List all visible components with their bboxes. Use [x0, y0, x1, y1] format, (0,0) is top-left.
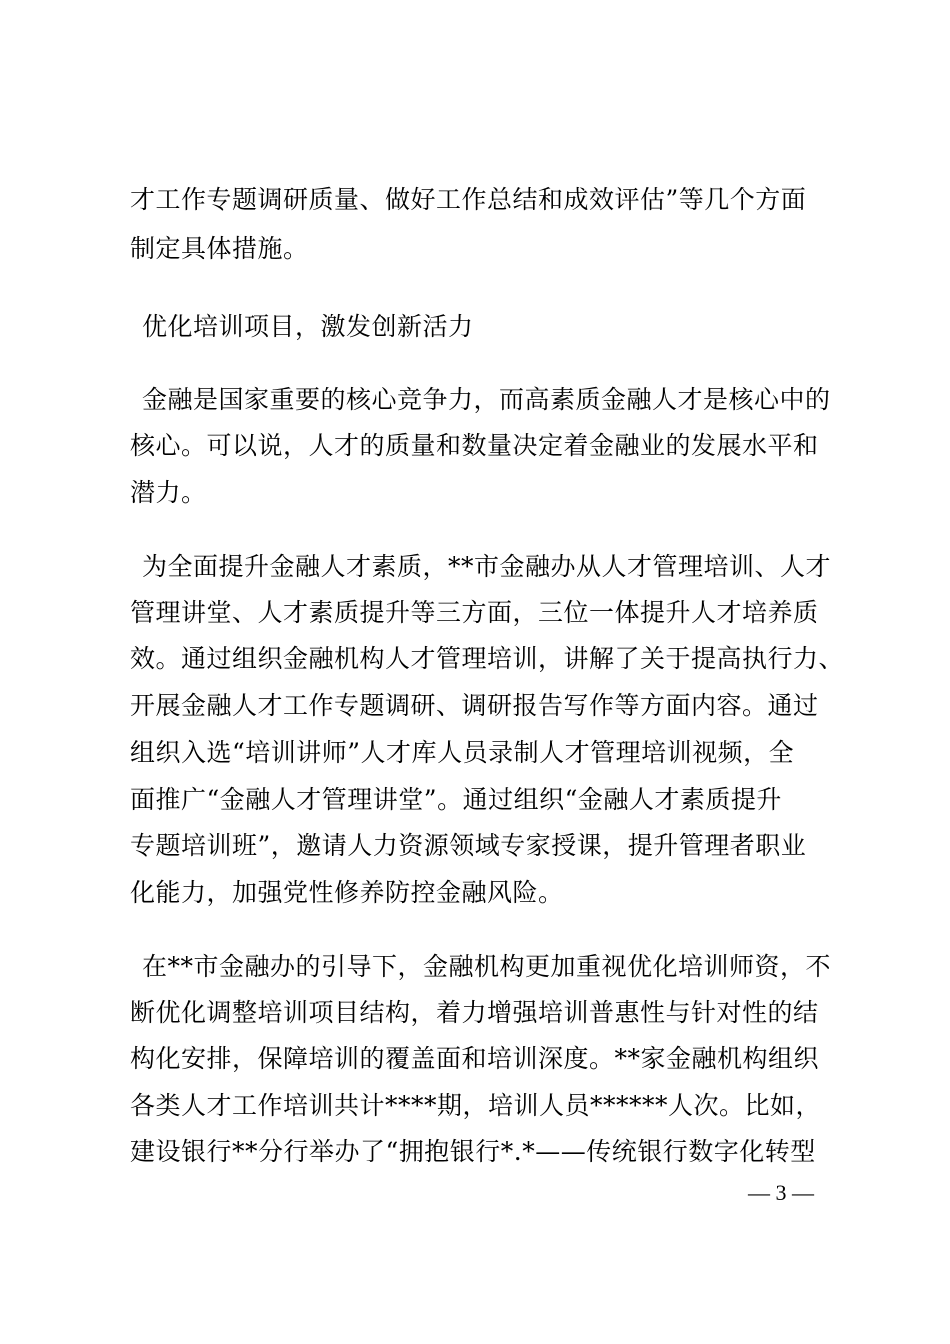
paragraph-3-line-8: 化能力，加强党性修养防控金融风险。 [130, 878, 564, 907]
paragraph-3-line-7: 专题培训班”，邀请人力资源领域专家授课，提升管理者职业 [130, 831, 807, 860]
paragraph-3-line-6: 面推广“金融人才管理讲堂”。通过组织“金融人才素质提升 [130, 785, 782, 814]
paragraph-4-line-5: 建设银行**分行举办了“拥抱银行*.*——传统银行数字化转型 [130, 1137, 816, 1166]
paragraph-3-line-3: 效。通过组织金融机构人才管理培训，讲解了关于提高执行力、 [130, 644, 845, 673]
paragraph-4-line-4: 各类人才工作培训共计****期，培训人员******人次。比如， [130, 1091, 822, 1120]
paragraph-4-line-1: 在**市金融办的引导下，金融机构更加重视优化培训师资，不 [142, 952, 832, 981]
paragraph-2-line-1: 金融是国家重要的核心竞争力，而高素质金融人才是核心中的 [142, 385, 831, 414]
paragraph-1-line-1: 才工作专题调研质量、做好工作总结和成效评估”等几个方面 [130, 185, 807, 214]
paragraph-1-line-2: 制定具体措施。 [130, 234, 309, 263]
paragraph-4-line-3: 构化安排，保障培训的覆盖面和培训深度。**家金融机构组织 [130, 1044, 820, 1073]
paragraph-3-line-4: 开展金融人才工作专题调研、调研报告写作等方面内容。通过 [130, 691, 819, 720]
paragraph-2-line-2: 核心。可以说，人才的质量和数量决定着金融业的发展水平和 [130, 431, 819, 460]
paragraph-3-line-1: 为全面提升金融人才素质，**市金融办从人才管理培训、人才 [142, 552, 832, 581]
paragraph-3-line-2: 管理讲堂、人才素质提升等三方面，三位一体提升人才培养质 [130, 598, 819, 627]
paragraph-2-line-3: 潜力。 [130, 478, 207, 507]
paragraph-4-line-2: 断优化调整培训项目结构，着力增强培训普惠性与针对性的结 [130, 998, 819, 1027]
section-heading: 优化培训项目，激发创新活力 [142, 312, 474, 341]
page-number: — 3 — [748, 1180, 814, 1205]
paragraph-3-line-5: 组织入选“培训讲师”人才库人员录制人才管理培训视频，全 [130, 738, 795, 767]
